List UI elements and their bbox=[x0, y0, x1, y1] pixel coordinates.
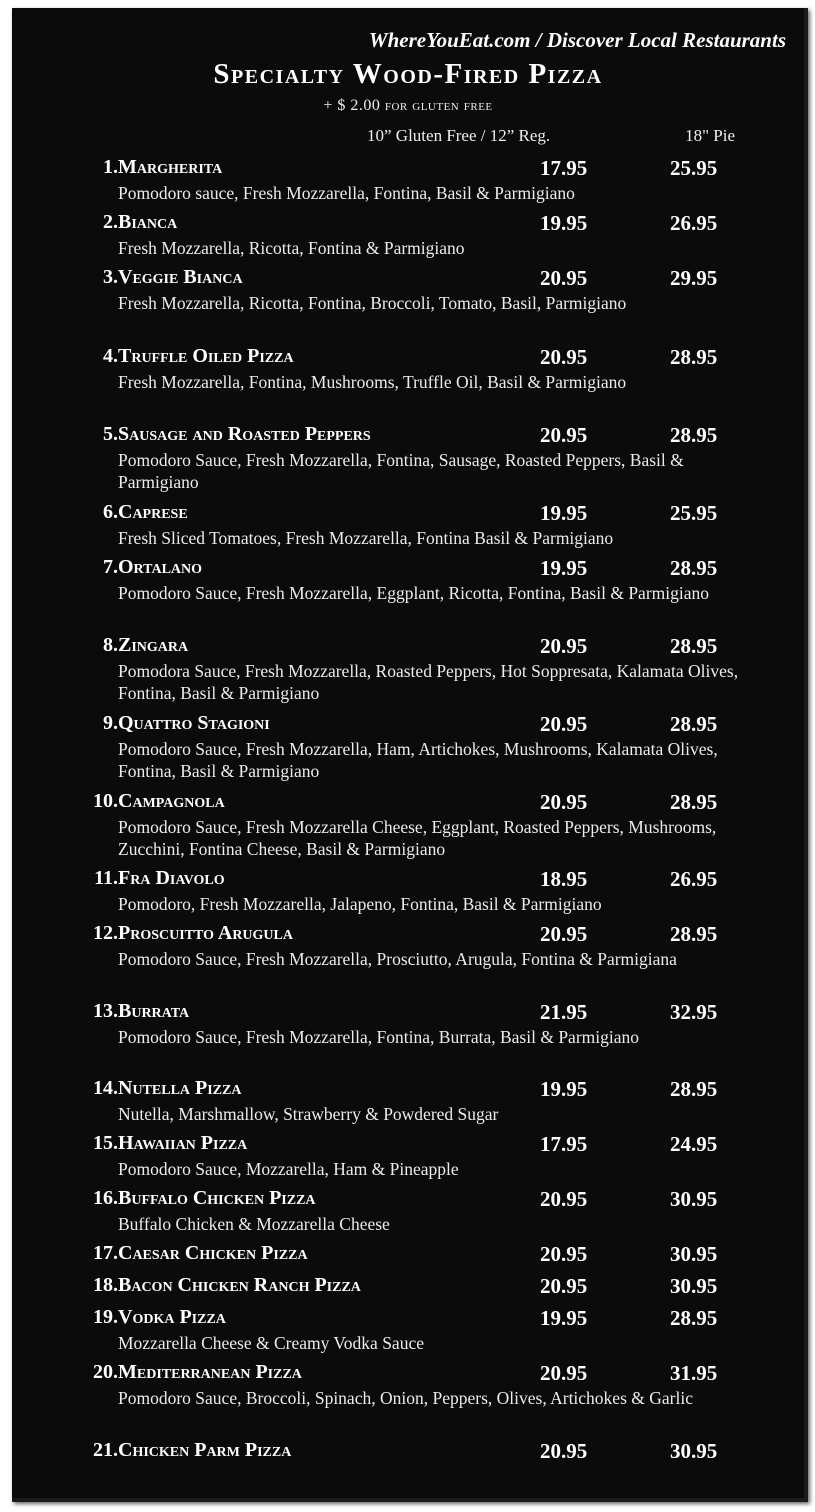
item-price-regular: 21.95 bbox=[540, 1000, 588, 1024]
item-price-18in: 25.95 bbox=[670, 501, 718, 525]
item-number: 5. bbox=[103, 423, 118, 445]
menu-items bbox=[12, 8, 804, 1498]
item-name: Zingara bbox=[118, 634, 189, 656]
item-number: 7. bbox=[103, 556, 118, 578]
item-number: 12. bbox=[93, 922, 118, 944]
item-description: Pomodoro Sauce, Fresh Mozzarella Cheese, Eggplant, Roasted Peppers, Mushrooms, Zucchini, Fontina Cheese, Basil & Parmigiano bbox=[118, 817, 717, 859]
item-name: Chicken Parm Pizza bbox=[118, 1439, 292, 1461]
gluten-free-note: + $ 2.00 for gluten free bbox=[323, 97, 493, 114]
item-price-regular: 20.95 bbox=[540, 712, 588, 736]
item-price-18in: 28.95 bbox=[670, 790, 718, 814]
item-number: 2. bbox=[103, 211, 118, 233]
item-number: 8. bbox=[103, 634, 118, 656]
item-description: Buffalo Chicken & Mozzarella Cheese bbox=[118, 1214, 390, 1234]
item-description: Pomodoro Sauce, Broccoli, Spinach, Onion, Peppers, Olives, Artichokes & Garlic bbox=[118, 1388, 693, 1408]
item-price-18in: 28.95 bbox=[670, 423, 718, 447]
item-price-18in: 30.95 bbox=[670, 1274, 718, 1298]
header-small-size: 10” Gluten Free / 12” Reg. bbox=[367, 126, 551, 145]
item-price-18in: 24.95 bbox=[670, 1132, 718, 1156]
item-name: Sausage and Roasted Peppers bbox=[118, 423, 371, 445]
menu-title: Specialty Wood-Fired Pizza bbox=[213, 58, 603, 90]
item-description: Pomodoro Sauce, Fresh Mozzarella, Fontina, Sausage, Roasted Peppers, Basil & Parmigiano bbox=[118, 450, 684, 492]
item-description: Pomodoro sauce, Fresh Mozzarella, Fontina, Basil & Parmigiano bbox=[118, 183, 575, 203]
item-number: 1. bbox=[103, 156, 118, 178]
item-description: Fresh Mozzarella, Fontina, Mushrooms, Truffle Oil, Basil & Parmigiano bbox=[118, 372, 627, 392]
item-number: 3. bbox=[103, 266, 118, 288]
item-price-regular: 20.95 bbox=[540, 345, 588, 369]
item-price-18in: 28.95 bbox=[670, 1077, 718, 1101]
item-description: Pomodoro Sauce, Mozzarella, Ham & Pineapple bbox=[118, 1159, 459, 1179]
header-large-size: 18" Pie bbox=[685, 126, 735, 145]
item-number: 10. bbox=[93, 790, 118, 812]
item-price-18in: 26.95 bbox=[670, 867, 718, 891]
item-price-regular: 20.95 bbox=[540, 1361, 588, 1385]
item-price-regular: 17.95 bbox=[540, 156, 588, 180]
item-description: Pomodoro Sauce, Fresh Mozzarella, Ham, Artichokes, Mushrooms, Kalamata Olives, Fontina, Basil & Parmigiano bbox=[118, 739, 718, 781]
item-name: Ortalano bbox=[118, 556, 203, 578]
item-number: 16. bbox=[93, 1187, 118, 1209]
item-price-regular: 19.95 bbox=[540, 1077, 588, 1101]
item-price-18in: 30.95 bbox=[670, 1187, 718, 1211]
item-price-18in: 28.95 bbox=[670, 556, 718, 580]
item-price-regular: 20.95 bbox=[540, 423, 588, 447]
item-price-18in: 31.95 bbox=[670, 1361, 718, 1385]
item-name: Caesar Chicken Pizza bbox=[118, 1242, 308, 1264]
item-description: Pomodoro Sauce, Fresh Mozzarella, Prosciutto, Arugula, Fontina & Parmigiana bbox=[118, 949, 677, 969]
item-price-18in: 30.95 bbox=[670, 1242, 718, 1266]
item-price-regular: 20.95 bbox=[540, 266, 588, 290]
item-description: Fresh Mozzarella, Ricotta, Fontina & Parmigiano bbox=[118, 238, 465, 258]
item-number: 19. bbox=[93, 1306, 118, 1328]
item-price-18in: 25.95 bbox=[670, 156, 718, 180]
item-price-18in: 28.95 bbox=[670, 712, 718, 736]
item-price-regular: 20.95 bbox=[540, 1274, 588, 1298]
item-name: Hawaiian Pizza bbox=[118, 1132, 248, 1154]
item-number: 14. bbox=[93, 1077, 118, 1099]
item-description: Pomodoro, Fresh Mozzarella, Jalapeno, Fontina, Basil & Parmigiano bbox=[118, 894, 602, 914]
item-name: Truffle Oiled Pizza bbox=[118, 345, 294, 367]
item-price-18in: 32.95 bbox=[670, 1000, 718, 1024]
item-name: Caprese bbox=[118, 501, 188, 523]
item-name: Veggie Bianca bbox=[118, 266, 243, 288]
item-price-18in: 28.95 bbox=[670, 1306, 718, 1330]
item-name: Proscuitto Arugula bbox=[118, 922, 293, 944]
item-name: Mediterranean Pizza bbox=[118, 1361, 302, 1383]
item-description: Mozzarella Cheese & Creamy Vodka Sauce bbox=[118, 1333, 424, 1353]
item-number: 6. bbox=[103, 501, 118, 523]
item-name: Bacon Chicken Ranch Pizza bbox=[118, 1274, 361, 1296]
item-number: 15. bbox=[93, 1132, 118, 1154]
item-number: 18. bbox=[93, 1274, 118, 1296]
item-name: Vodka Pizza bbox=[118, 1306, 226, 1328]
item-description: Pomodoro Sauce, Fresh Mozzarella, Eggplant, Ricotta, Fontina, Basil & Parmigiano bbox=[118, 583, 710, 603]
item-name: Margherita bbox=[118, 156, 223, 178]
item-price-18in: 26.95 bbox=[670, 211, 718, 235]
item-price-regular: 20.95 bbox=[540, 634, 588, 658]
item-price-regular: 20.95 bbox=[540, 790, 588, 814]
item-price-regular: 20.95 bbox=[540, 1187, 588, 1211]
item-name: Burrata bbox=[118, 1000, 190, 1022]
item-price-regular: 19.95 bbox=[540, 556, 588, 580]
item-price-18in: 29.95 bbox=[670, 266, 718, 290]
item-price-18in: 28.95 bbox=[670, 922, 718, 946]
item-price-regular: 20.95 bbox=[540, 1242, 588, 1266]
item-price-18in: 28.95 bbox=[670, 634, 718, 658]
item-price-regular: 19.95 bbox=[540, 501, 588, 525]
item-number: 11. bbox=[94, 867, 118, 889]
item-price-regular: 18.95 bbox=[540, 867, 588, 891]
item-price-18in: 28.95 bbox=[670, 345, 718, 369]
menu-card bbox=[12, 8, 808, 1502]
item-number: 21. bbox=[93, 1439, 118, 1461]
item-description: Nutella, Marshmallow, Strawberry & Powdered Sugar bbox=[118, 1104, 499, 1124]
item-number: 4. bbox=[103, 345, 118, 367]
item-name: Campagnola bbox=[118, 790, 225, 812]
item-description: Pomodora Sauce, Fresh Mozzarella, Roasted Peppers, Hot Soppresata, Kalamata Olives, Fontina, Basil & Parmigiano bbox=[118, 661, 739, 703]
item-price-regular: 20.95 bbox=[540, 922, 588, 946]
item-name: Buffalo Chicken Pizza bbox=[118, 1187, 316, 1209]
item-description: Fresh Mozzarella, Ricotta, Fontina, Broccoli, Tomato, Basil, Parmigiano bbox=[118, 293, 627, 313]
watermark-text: WhereYouEat.com / Discover Local Restaurants bbox=[368, 28, 786, 52]
item-name: Bianca bbox=[118, 211, 178, 233]
item-number: 13. bbox=[93, 1000, 118, 1022]
item-number: 17. bbox=[93, 1242, 118, 1264]
item-name: Quattro Stagioni bbox=[118, 712, 270, 734]
item-price-regular: 19.95 bbox=[540, 1306, 588, 1330]
item-price-18in: 30.95 bbox=[670, 1439, 718, 1463]
item-price-regular: 20.95 bbox=[540, 1439, 588, 1463]
item-description: Pomodoro Sauce, Fresh Mozzarella, Fontina, Burrata, Basil & Parmigiano bbox=[118, 1027, 640, 1047]
item-price-regular: 17.95 bbox=[540, 1132, 588, 1156]
item-number: 20. bbox=[93, 1361, 118, 1383]
item-price-regular: 19.95 bbox=[540, 211, 588, 235]
item-name: Nutella Pizza bbox=[118, 1077, 242, 1099]
item-name: Fra Diavolo bbox=[118, 867, 225, 889]
item-number: 9. bbox=[103, 712, 118, 734]
item-description: Fresh Sliced Tomatoes, Fresh Mozzarella, Fontina Basil & Parmigiano bbox=[118, 528, 614, 548]
